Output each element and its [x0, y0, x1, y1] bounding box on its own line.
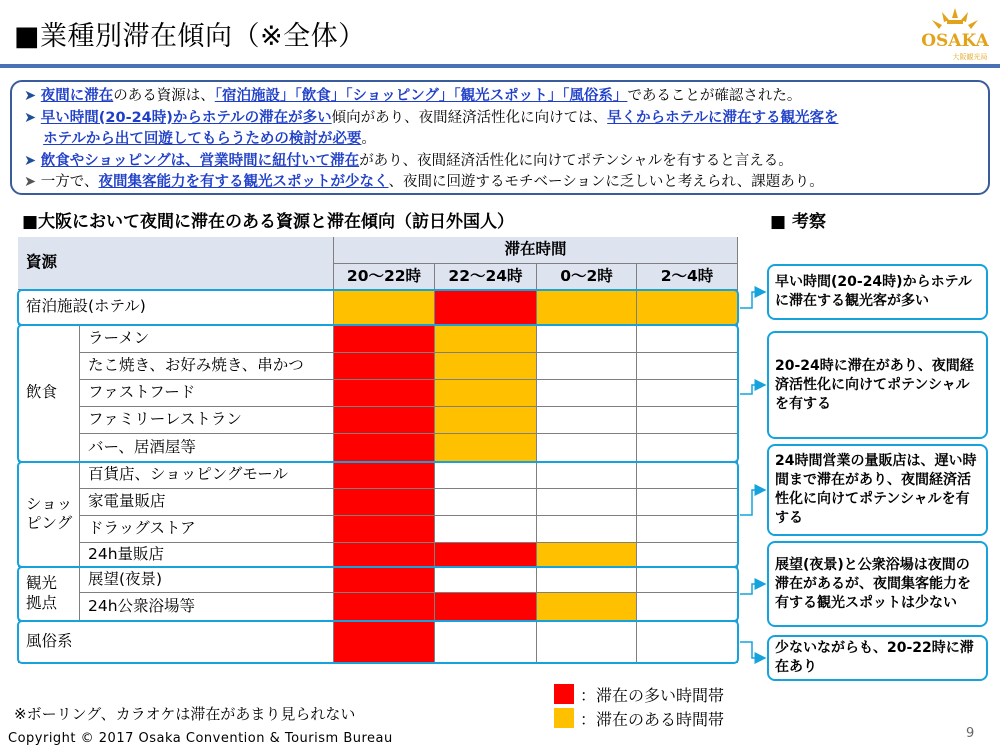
legend-label: ：滞在のある時間帯 — [580, 710, 725, 729]
logo-text: OSAKA — [921, 31, 989, 51]
group-label: ショッ ピング — [18, 462, 80, 567]
resource-header: 資源 — [18, 237, 334, 290]
summary-text: 夜間に滞在 — [40, 88, 114, 104]
resource-row-label: 24h量販店 — [80, 543, 334, 567]
page-number: 9 — [966, 726, 975, 741]
bullet-marker-icon: ➤ — [24, 174, 41, 190]
group-label: 風俗系 — [18, 621, 334, 663]
page-title: ■業種別滞在傾向（※全体） — [14, 21, 366, 52]
summary-text: 早くからホテルに滞在する観光客を — [607, 109, 839, 126]
summary-text: 早い時間(20-24時)からホテルの滞在が多い — [40, 109, 332, 126]
summary-text: 傾向があり、夜間経済活性化に向けては、 — [331, 109, 608, 126]
resource-row-label: 家電量販店 — [80, 489, 334, 516]
copyright: Copyright © 2017 Osaka Convention & Tourism Bureau — [8, 731, 393, 746]
resource-row-label: バー、居酒屋等 — [80, 434, 334, 462]
discussion-box: 24時間営業の量販店は、遅い時間まで滞在があり、夜間経済活性化に向けてポテンシャルを有する — [767, 444, 988, 536]
summary-text: であることが確認された。 — [627, 88, 802, 104]
discussion-box: 早い時間(20-24時)からホテルに滞在する観光客が多い — [767, 264, 988, 320]
resource-row-label: ファミリーレストラン — [80, 407, 334, 434]
connector-arrow — [740, 642, 765, 658]
time-slot-header: 20〜22時 — [334, 264, 435, 290]
legend-swatch — [554, 684, 574, 704]
summary-text: 飲食やショッピングは、営業時間に紐付いて滞在 — [40, 152, 360, 169]
bullet-marker-icon: ➤ — [24, 88, 41, 104]
summary-text: ホテルから出て回遊してもらうための検討が必要 — [43, 131, 362, 147]
legend-swatch — [554, 708, 574, 728]
resource-row-label: 展望(夜景) — [80, 567, 334, 593]
summary-text: 「宿泊施設」「飲食」「ショッピング」「観光スポット」「風俗系」 — [214, 88, 628, 104]
summary-text: 。 — [361, 131, 376, 147]
discussion-box: 少ないながらも、20-22時に滞在あり — [767, 635, 988, 681]
group-label: 観光 拠点 — [18, 567, 80, 621]
resource-row-label: 24h公衆浴場等 — [80, 593, 334, 621]
summary-text: 、夜間に回遊するモチベーションに乏しいと考えられ、課題あり。 — [388, 174, 824, 190]
legend-label: ：滞在の多い時間帯 — [580, 686, 725, 705]
connector-arrow — [740, 490, 765, 515]
discussion-box: 20-24時に滞在があり、夜間経済活性化に向けてポテンシャルを有する — [767, 331, 988, 439]
connector-arrow — [740, 385, 765, 394]
time-slot-header: 22〜24時 — [435, 264, 537, 290]
resource-row-label: ドラッグストア — [80, 516, 334, 543]
resource-row-label: ラーメン — [80, 325, 334, 353]
connector-arrow — [740, 292, 765, 308]
discussion-box: 展望(夜景)と公衆浴場は夜間の滞在があるが、夜間集客能力を有する観光スポットは少ない — [767, 541, 988, 627]
time-slot-header: 2〜4時 — [637, 264, 738, 290]
summary-text: のある資源は、 — [113, 88, 215, 104]
group-label: 宿泊施設(ホテル) — [18, 290, 334, 325]
footnote: ※ボーリング、カラオケは滞在があまり見られない — [14, 705, 356, 723]
bullet-marker-icon: ➤ — [24, 152, 41, 169]
time-header: 滞在時間 — [334, 237, 738, 264]
logo-subtext: 大阪観光局 — [952, 53, 988, 61]
group-label: 飲食 — [18, 325, 80, 462]
bullet-marker-icon: ➤ — [24, 109, 41, 126]
discussion-title: ■ 考察 — [770, 212, 826, 232]
summary-text: 夜間集客能力を有する観光スポットが少なく — [98, 174, 389, 190]
resource-row-label: たこ焼き、お好み焼き、串かつ — [80, 353, 334, 380]
resource-row-label: ファストフード — [80, 380, 334, 407]
summary-text: 一方で、 — [40, 174, 99, 190]
connector-arrow — [740, 584, 765, 594]
resource-row-label: 百貨店、ショッピングモール — [80, 462, 334, 489]
table-title: ■大阪において夜間に滞在のある資源と滞在傾向（訪日外国人） — [22, 212, 515, 232]
summary-text: があり、夜間経済活性化に向けてポテンシャルを有すると言える。 — [359, 152, 793, 169]
time-slot-header: 0〜2時 — [537, 264, 637, 290]
